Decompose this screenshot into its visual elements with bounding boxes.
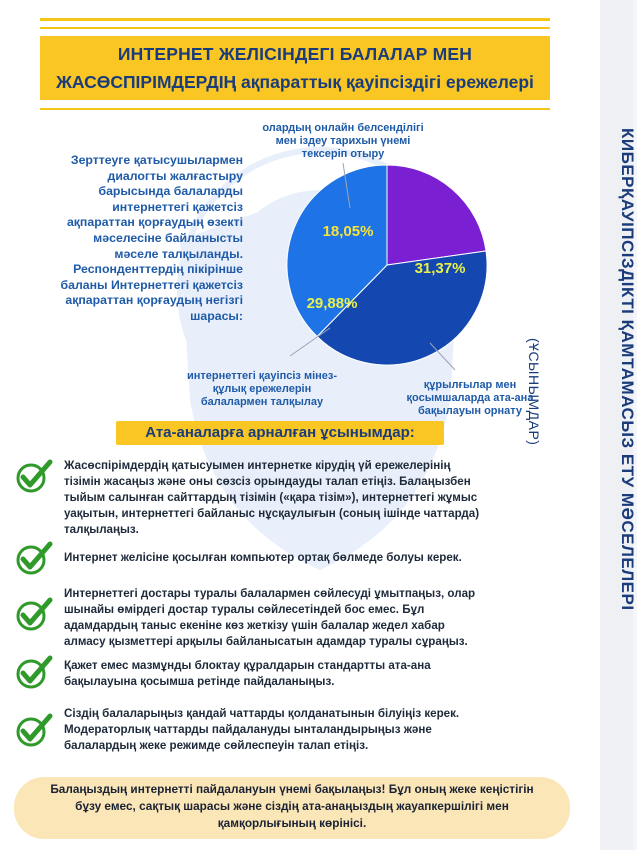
side-title-main: КИБЕРҚАУІПСІЗДІКТІ ҚАМТАМАСЫЗ ЕТУ МӘСЕЛЕЛЕРІ xyxy=(618,128,637,611)
footer-callout xyxy=(14,777,570,839)
recommendation-line: Модераторлық чаттарды пайдалануды ынталандырыңыз және xyxy=(64,723,432,736)
recommendation-line: талқылаңыз. xyxy=(64,523,139,536)
check-circle-icon xyxy=(14,596,54,632)
recommendation-line: алмасу қызметтері арқылы байланысатын адамдар туралы сұраңыз. xyxy=(64,635,468,648)
check-circle-icon xyxy=(14,540,54,576)
intro-line: интернеттегі қажетсіз xyxy=(112,199,243,214)
check-circle-icon xyxy=(14,712,54,748)
page-title xyxy=(40,36,550,100)
intro-line: баланы Интернеттегі қажетсіз xyxy=(60,277,243,292)
recommendation-line: Интернет желісіне қосылған компьютер ортақ бөлмеде болуы керек. xyxy=(64,551,462,564)
recommendation-line: адамдардың таныс екеніне көз жеткізу үшін балалар жедел хабар xyxy=(64,619,445,632)
recommendation-line: тыйым салынған сайттардың тізімін («қара тізім»), интернеттегі жұмыс xyxy=(64,491,478,504)
recommendations-header: Ата-аналарға арналған ұсынымдар: xyxy=(116,421,444,445)
intro-line: диалогты жалғастыру xyxy=(107,168,243,183)
title-line-2: ЖАСӨСПІРІМДЕРДІҢ ақпараттық қауіпсіздігі ережелері xyxy=(56,72,534,92)
pie-category-label: құрылғылар мен қосымшаларда ата-ана бақылауын орнату xyxy=(406,379,534,417)
intro-text xyxy=(28,153,243,325)
recommendation-text xyxy=(64,458,574,538)
side-title xyxy=(617,128,637,718)
intro-line: ақпараттан қорғаудың негізгі xyxy=(65,293,243,308)
recommendation-line: уақытын, интернеттегі байланыс нұсқаулығын (соның ішінде чаттарда) xyxy=(64,507,480,520)
recommendation-text xyxy=(64,586,574,650)
title-stripe-top-thin xyxy=(40,27,550,29)
recommendation-line: шынайы өмірдегі достар туралы сөйлесетіндей бос емес. Бұл xyxy=(64,603,425,616)
recommendation-line: Қажет емес мазмұнды блоктау құралдарын стандартты ата-ана xyxy=(64,659,431,672)
recommendation-line: Интернеттегі достары туралы балалармен сөйлесуді ұмытпаңыз, олар xyxy=(64,587,476,600)
check-circle-icon xyxy=(14,458,54,494)
intro-line: мәселе талқыланды. xyxy=(114,246,243,261)
title-stripe-top xyxy=(40,18,550,21)
recommendation-line: тізімін жасаңыз және оны сөзсіз орындауды талап етіңіз. Балаңызбен xyxy=(64,475,471,488)
recommendation-line: балалардың жеке режимде сөйлеспеуін талап етіңіз. xyxy=(64,739,369,752)
recommendation-text xyxy=(64,658,574,690)
footer-text xyxy=(14,777,570,832)
pie-value-label: 31,37% xyxy=(414,260,466,277)
recommendation-line: Жасөспірімдердің қатысуымен интернетке кірудің үй ережелерінің xyxy=(64,459,451,472)
intro-line: Респонденттердің пікірінше xyxy=(73,262,243,277)
intro-line: ақпараттан қорғаудың өзекті xyxy=(66,215,243,230)
pie-slice xyxy=(387,165,486,265)
side-subtitle: (ҰСЫНЫМДАР) xyxy=(526,338,542,446)
recommendation-line: Сіздің балаларыңыз қандай чаттарды қолданатынын білуіңіз керек. xyxy=(64,707,460,720)
footer-line: қамқорлығының көрінісі. xyxy=(217,816,367,830)
check-circle-icon xyxy=(14,654,54,690)
recommendation-text xyxy=(64,706,574,754)
pie-value-label: 18,05% xyxy=(322,223,374,240)
pie-category-label: интернеттегі қауіпсіз мінез-құлық ережелерін балалармен талқылау xyxy=(186,370,338,408)
intro-line: шарасы: xyxy=(190,308,243,323)
pie-value-label: 29,88% xyxy=(306,295,358,312)
intro-line: Зерттеуге қатысушылармен xyxy=(70,153,243,167)
pie-category-label: олардың онлайн белсенділігі мен іздеу тарихын үнемі тексеріп отыру xyxy=(262,122,424,160)
recommendation-line: бақылауына қосымша ретінде пайдаланыңыз. xyxy=(64,675,335,688)
intro-line: барысында балаларды xyxy=(98,184,243,199)
title-line-1: ИНТЕРНЕТ ЖЕЛІСІНДЕГІ БАЛАЛАР МЕН xyxy=(117,44,473,64)
recommendation-text xyxy=(64,550,574,566)
footer-line: бұзу емес, сақтық шарасы және сіздің ата-анаңыздың жауапкершілігі мен xyxy=(75,799,509,813)
intro-line: мәселесіне байланысты xyxy=(93,230,243,245)
footer-line: Балаңыздың интернетті пайдалануын үнемі бақылаңыз! Бұл оның жеке кеңістігін xyxy=(50,782,534,796)
